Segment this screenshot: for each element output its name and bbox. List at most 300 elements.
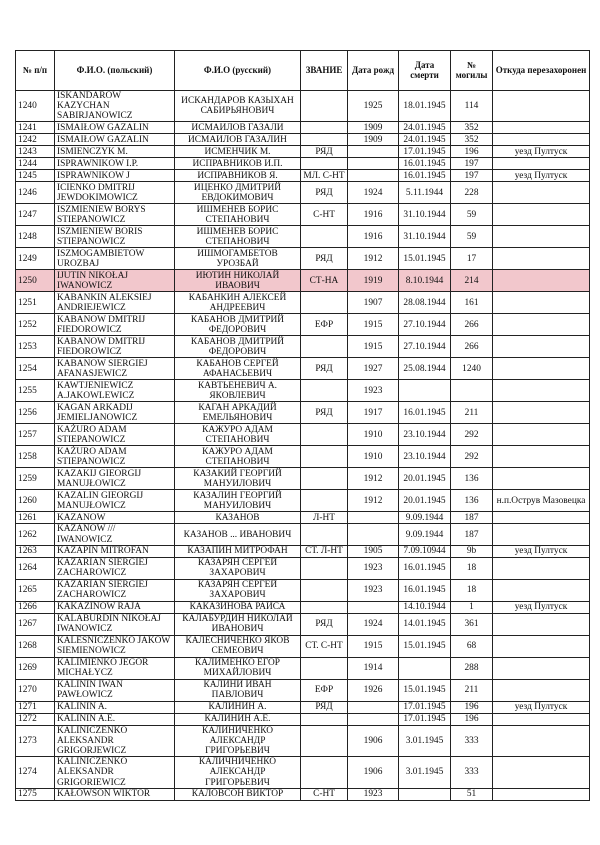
cell-grave-number: 187 bbox=[451, 512, 493, 524]
cell-reburied-from bbox=[493, 788, 590, 800]
cell-number: 1265 bbox=[16, 579, 55, 601]
cell-reburied-from bbox=[493, 613, 590, 635]
cell-name-polish: KALININ A.E. bbox=[55, 713, 175, 725]
cell-name-polish: KALABURDIN NIKOŁAJ IWANOWICZ bbox=[55, 613, 175, 635]
cell-grave-number: 228 bbox=[451, 182, 493, 204]
table-row bbox=[16, 292, 590, 314]
cell-rank: С-НТ bbox=[301, 788, 348, 800]
cell-rank bbox=[301, 91, 348, 122]
cell-name-polish: ISZMIENIEW BORYS STIEPANOWICZ bbox=[55, 204, 175, 226]
cell-name-russian: ИШМЕНЕВ БОРИС СТЕПАНОВИЧ bbox=[175, 204, 301, 226]
cell-rank: РЯД bbox=[301, 248, 348, 270]
cell-grave-number: 59 bbox=[451, 204, 493, 226]
header-name-polish: Ф.И.О. (польский) bbox=[55, 51, 175, 91]
cell-death-date: 5.11.1944 bbox=[399, 182, 451, 204]
cell-rank bbox=[301, 579, 348, 601]
cell-birth-date: 1915 bbox=[348, 635, 399, 657]
cell-name-polish: KALIMIENKO JEGOR MICHAŁYCZ bbox=[55, 657, 175, 679]
cell-reburied-from bbox=[493, 158, 590, 170]
cell-rank bbox=[301, 158, 348, 170]
cell-name-russian: КАЗАНОВ ... ИВАНОВИЧ bbox=[175, 524, 301, 545]
cell-reburied-from bbox=[493, 679, 590, 701]
cell-rank bbox=[301, 757, 348, 788]
cell-death-date: 3.01.1945 bbox=[399, 757, 451, 788]
cell-rank bbox=[301, 713, 348, 725]
cell-name-polish: KALINICZENKO ALEKSANDR GRIGORIEWICZ bbox=[55, 757, 175, 788]
cell-name-russian: ИШМЕНЕВ БОРИС СТЕПАНОВИЧ bbox=[175, 226, 301, 248]
cell-grave-number: 196 bbox=[451, 713, 493, 725]
cell-death-date: 23.10.1944 bbox=[399, 424, 451, 446]
cell-number: 1251 bbox=[16, 292, 55, 314]
cell-death-date: 24.01.1945 bbox=[399, 122, 451, 134]
cell-reburied-from bbox=[493, 713, 590, 725]
cell-death-date: 16.01.1945 bbox=[399, 170, 451, 182]
cell-reburied-from bbox=[493, 336, 590, 358]
cell-name-russian: КАЛИНИН А.Е. bbox=[175, 713, 301, 725]
cell-name-polish: KALESNICZENKO JAKOW SIEMIENOWICZ bbox=[55, 635, 175, 657]
cell-name-russian: КАБАНОВ ДМИТРИЙ ФЕДОРОВИЧ bbox=[175, 314, 301, 336]
cell-rank bbox=[301, 524, 348, 545]
burial-register-table bbox=[15, 50, 590, 801]
cell-number: 1275 bbox=[16, 788, 55, 800]
cell-birth-date: 1923 bbox=[348, 380, 399, 402]
cell-grave-number: 211 bbox=[451, 679, 493, 701]
cell-number: 1267 bbox=[16, 613, 55, 635]
cell-birth-date: 1916 bbox=[348, 204, 399, 226]
cell-grave-number: 214 bbox=[451, 270, 493, 292]
table-row bbox=[16, 204, 590, 226]
cell-birth-date: 1915 bbox=[348, 314, 399, 336]
cell-birth-date bbox=[348, 158, 399, 170]
table-row bbox=[16, 524, 590, 545]
cell-name-polish: KAŻURO ADAM STIEPANOWICZ bbox=[55, 446, 175, 468]
header-death-date: Дата смерти bbox=[399, 51, 451, 91]
table-row bbox=[16, 613, 590, 635]
cell-name-russian: КАЗАКИЙ ГЕОРГИЙ МАНУИЛОВИЧ bbox=[175, 468, 301, 490]
cell-rank: РЯД bbox=[301, 402, 348, 424]
cell-grave-number: 9b bbox=[451, 545, 493, 557]
header-number: № п/п bbox=[16, 51, 55, 91]
cell-number: 1266 bbox=[16, 601, 55, 613]
cell-birth-date: 1927 bbox=[348, 358, 399, 380]
cell-death-date: 9.09.1944 bbox=[399, 524, 451, 545]
cell-death-date: 3.01.1945 bbox=[399, 725, 451, 756]
cell-birth-date: 1912 bbox=[348, 248, 399, 270]
cell-name-polish: KALININ A. bbox=[55, 701, 175, 713]
cell-grave-number: 361 bbox=[451, 613, 493, 635]
table-row bbox=[16, 512, 590, 524]
cell-birth-date: 1910 bbox=[348, 446, 399, 468]
table-row bbox=[16, 122, 590, 134]
cell-number: 1270 bbox=[16, 679, 55, 701]
table-row bbox=[16, 757, 590, 788]
table-row bbox=[16, 182, 590, 204]
burial-register-sheet bbox=[15, 50, 589, 801]
cell-number: 1256 bbox=[16, 402, 55, 424]
cell-name-polish: KABANOW SIERGIEJ AFANASJEWICZ bbox=[55, 358, 175, 380]
cell-grave-number: 1240 bbox=[451, 358, 493, 380]
cell-reburied-from bbox=[493, 134, 590, 146]
cell-grave-number: 292 bbox=[451, 424, 493, 446]
cell-reburied-from bbox=[493, 182, 590, 204]
cell-name-polish: IJUTIN NIKOŁAJ IWANOWICZ bbox=[55, 270, 175, 292]
cell-reburied-from bbox=[493, 468, 590, 490]
cell-name-russian: ИЦЕНКО ДМИТРИЙ ЕВДОКИМОВИЧ bbox=[175, 182, 301, 204]
cell-birth-date: 1905 bbox=[348, 545, 399, 557]
cell-name-russian: ИСКАНДАРОВ КАЗЫХАН САБИРЬЯНОВИЧ bbox=[175, 91, 301, 122]
cell-death-date: 7.09.10944 bbox=[399, 545, 451, 557]
cell-birth-date: 1923 bbox=[348, 788, 399, 800]
cell-name-polish: ISKANDAROW KAZYCHAN SABIRJANOWICZ bbox=[55, 91, 175, 122]
cell-number: 1245 bbox=[16, 170, 55, 182]
cell-birth-date bbox=[348, 524, 399, 545]
cell-birth-date: 1924 bbox=[348, 182, 399, 204]
cell-number: 1244 bbox=[16, 158, 55, 170]
header-birth-date: Дата рожд bbox=[348, 51, 399, 91]
cell-name-polish: ISZMIENIEW BORIS STIEPANOWICZ bbox=[55, 226, 175, 248]
table-row bbox=[16, 336, 590, 358]
cell-number: 1264 bbox=[16, 557, 55, 579]
cell-rank bbox=[301, 336, 348, 358]
cell-name-polish: KABANKIN ALEKSIEJ ANDRIEJEWICZ bbox=[55, 292, 175, 314]
cell-grave-number: 288 bbox=[451, 657, 493, 679]
cell-birth-date: 1919 bbox=[348, 270, 399, 292]
cell-number: 1246 bbox=[16, 182, 55, 204]
cell-birth-date bbox=[348, 701, 399, 713]
table-row bbox=[16, 490, 590, 512]
cell-rank: МЛ. С-НТ bbox=[301, 170, 348, 182]
cell-grave-number: 136 bbox=[451, 468, 493, 490]
cell-number: 1252 bbox=[16, 314, 55, 336]
cell-reburied-from bbox=[493, 512, 590, 524]
table-row bbox=[16, 134, 590, 146]
cell-reburied-from bbox=[493, 91, 590, 122]
cell-death-date: 15.01.1945 bbox=[399, 635, 451, 657]
cell-name-russian: КАКАЗИНОВА РАИСА bbox=[175, 601, 301, 613]
cell-name-polish: ISPRAWNIKOW I.P. bbox=[55, 158, 175, 170]
cell-name-russian: ИСМАИЛОВ ГАЗАЛИ bbox=[175, 122, 301, 134]
table-row bbox=[16, 446, 590, 468]
cell-name-polish: KAZAPIN MITROFAN bbox=[55, 545, 175, 557]
cell-rank: РЯД bbox=[301, 358, 348, 380]
cell-name-russian: ИСПРАВНИКОВ И.П. bbox=[175, 158, 301, 170]
cell-death-date: 15.01.1945 bbox=[399, 679, 451, 701]
cell-rank: С-НТ bbox=[301, 204, 348, 226]
cell-number: 1241 bbox=[16, 122, 55, 134]
cell-reburied-from bbox=[493, 314, 590, 336]
cell-death-date: 17.01.1945 bbox=[399, 713, 451, 725]
cell-name-russian: КАЛЕСНИЧЕНКО ЯКОВ СЕМЕОВИЧ bbox=[175, 635, 301, 657]
cell-name-polish: KAZANOW bbox=[55, 512, 175, 524]
cell-number: 1254 bbox=[16, 358, 55, 380]
table-body bbox=[16, 91, 590, 801]
table-row bbox=[16, 158, 590, 170]
cell-birth-date: 1912 bbox=[348, 468, 399, 490]
cell-grave-number bbox=[451, 380, 493, 402]
cell-reburied-from bbox=[493, 635, 590, 657]
cell-birth-date: 1914 bbox=[348, 657, 399, 679]
cell-rank: ЕФР bbox=[301, 679, 348, 701]
cell-reburied-from bbox=[493, 725, 590, 756]
cell-reburied-from bbox=[493, 424, 590, 446]
cell-number: 1249 bbox=[16, 248, 55, 270]
table-row bbox=[16, 601, 590, 613]
cell-name-polish: KABANOW DMITRIJ FIEDOROWICZ bbox=[55, 336, 175, 358]
cell-grave-number: 266 bbox=[451, 336, 493, 358]
cell-reburied-from bbox=[493, 270, 590, 292]
cell-rank: РЯД bbox=[301, 701, 348, 713]
cell-number: 1260 bbox=[16, 490, 55, 512]
table-row bbox=[16, 557, 590, 579]
cell-name-polish: KAWTJENIEWICZ A.JAKOWLEWICZ bbox=[55, 380, 175, 402]
cell-name-polish: KAŁOWSON WIKTOR bbox=[55, 788, 175, 800]
cell-death-date: 20.01.1945 bbox=[399, 468, 451, 490]
cell-rank bbox=[301, 468, 348, 490]
cell-reburied-from bbox=[493, 557, 590, 579]
cell-name-russian: КАЛИЧНИЧЕНКО АЛЕКСАНДР ГРИГОРЬЕВИЧ bbox=[175, 757, 301, 788]
cell-death-date: 23.10.1944 bbox=[399, 446, 451, 468]
cell-reburied-from bbox=[493, 402, 590, 424]
cell-reburied-from bbox=[493, 292, 590, 314]
cell-rank: РЯД bbox=[301, 146, 348, 158]
cell-birth-date bbox=[348, 146, 399, 158]
cell-grave-number: 18 bbox=[451, 557, 493, 579]
cell-name-russian: КАЛИНИ ИВАН ПАВЛОВИЧ bbox=[175, 679, 301, 701]
cell-reburied-from bbox=[493, 657, 590, 679]
cell-grave-number: 197 bbox=[451, 158, 493, 170]
cell-birth-date bbox=[348, 512, 399, 524]
cell-name-polish: KAZANOW /// IWANOWICZ bbox=[55, 524, 175, 545]
cell-reburied-from bbox=[493, 248, 590, 270]
cell-grave-number: 114 bbox=[451, 91, 493, 122]
cell-grave-number: 59 bbox=[451, 226, 493, 248]
cell-birth-date: 1912 bbox=[348, 490, 399, 512]
cell-rank: СТ. С-НТ bbox=[301, 635, 348, 657]
cell-number: 1272 bbox=[16, 713, 55, 725]
cell-birth-date bbox=[348, 713, 399, 725]
cell-grave-number: 187 bbox=[451, 524, 493, 545]
cell-number: 1261 bbox=[16, 512, 55, 524]
cell-name-polish: ISMAIŁOW GAZALIN bbox=[55, 134, 175, 146]
cell-reburied-from bbox=[493, 122, 590, 134]
cell-number: 1250 bbox=[16, 270, 55, 292]
cell-birth-date: 1925 bbox=[348, 91, 399, 122]
cell-grave-number: 197 bbox=[451, 170, 493, 182]
cell-reburied-from bbox=[493, 204, 590, 226]
cell-name-russian: КАЗАПИН МИТРОФАН bbox=[175, 545, 301, 557]
cell-birth-date: 1915 bbox=[348, 336, 399, 358]
cell-death-date: 20.01.1945 bbox=[399, 490, 451, 512]
cell-name-polish: KAKAZINOW RAJA bbox=[55, 601, 175, 613]
cell-number: 1247 bbox=[16, 204, 55, 226]
cell-rank bbox=[301, 557, 348, 579]
cell-death-date: 28.08.1944 bbox=[399, 292, 451, 314]
cell-death-date: 18.01.1945 bbox=[399, 91, 451, 122]
table-header-row bbox=[16, 51, 590, 91]
cell-name-russian: КАЛОВСОН ВИКТОР bbox=[175, 788, 301, 800]
cell-birth-date: 1907 bbox=[348, 292, 399, 314]
header-name-russian: Ф.И.О (русский) bbox=[175, 51, 301, 91]
cell-grave-number: 211 bbox=[451, 402, 493, 424]
cell-number: 1262 bbox=[16, 524, 55, 545]
table-row bbox=[16, 424, 590, 446]
cell-rank bbox=[301, 725, 348, 756]
cell-rank: РЯД bbox=[301, 182, 348, 204]
table-row bbox=[16, 402, 590, 424]
cell-number: 1273 bbox=[16, 725, 55, 756]
cell-number: 1274 bbox=[16, 757, 55, 788]
cell-birth-date: 1909 bbox=[348, 122, 399, 134]
cell-number: 1258 bbox=[16, 446, 55, 468]
table-row bbox=[16, 579, 590, 601]
cell-number: 1259 bbox=[16, 468, 55, 490]
table-row bbox=[16, 91, 590, 122]
cell-grave-number: 68 bbox=[451, 635, 493, 657]
cell-name-russian: КАЗАНОВ bbox=[175, 512, 301, 524]
cell-reburied-from: н.п.Острув Мазовецка bbox=[493, 490, 590, 512]
cell-death-date: 25.08.1944 bbox=[399, 358, 451, 380]
table-row bbox=[16, 248, 590, 270]
cell-name-polish: KAZALIN GIEORGIJ MANUJŁOWICZ bbox=[55, 490, 175, 512]
cell-name-russian: ИШМОГАМБЕТОВ УРОЗБАЙ bbox=[175, 248, 301, 270]
cell-birth-date: 1923 bbox=[348, 579, 399, 601]
cell-reburied-from bbox=[493, 226, 590, 248]
cell-name-russian: КАЖУРО АДАМ СТЕПАНОВИЧ bbox=[175, 424, 301, 446]
cell-grave-number: 1 bbox=[451, 601, 493, 613]
cell-rank bbox=[301, 134, 348, 146]
cell-death-date bbox=[399, 788, 451, 800]
table-row bbox=[16, 358, 590, 380]
cell-number: 1271 bbox=[16, 701, 55, 713]
cell-birth-date: 1917 bbox=[348, 402, 399, 424]
cell-rank: СТ. Л-НТ bbox=[301, 545, 348, 557]
cell-death-date bbox=[399, 380, 451, 402]
cell-death-date: 9.09.1944 bbox=[399, 512, 451, 524]
cell-name-russian: КАБАНОВ ДМИТРИЙ ФЕДОРОВИЧ bbox=[175, 336, 301, 358]
table-row bbox=[16, 788, 590, 800]
cell-rank bbox=[301, 446, 348, 468]
cell-number: 1268 bbox=[16, 635, 55, 657]
cell-death-date bbox=[399, 657, 451, 679]
cell-grave-number: 51 bbox=[451, 788, 493, 800]
cell-birth-date: 1923 bbox=[348, 557, 399, 579]
cell-name-polish: KAZARIAN SIERGIEJ ZACHAROWICZ bbox=[55, 557, 175, 579]
cell-birth-date: 1906 bbox=[348, 757, 399, 788]
cell-grave-number: 352 bbox=[451, 122, 493, 134]
cell-grave-number: 266 bbox=[451, 314, 493, 336]
cell-name-polish: KAŻURO ADAM STIEPANOWICZ bbox=[55, 424, 175, 446]
table-row bbox=[16, 701, 590, 713]
cell-name-polish: ISZMOGAMBIETOW UROZBAJ bbox=[55, 248, 175, 270]
cell-name-polish: ICIENKO DMITRIJ JEWDOKIMOWICZ bbox=[55, 182, 175, 204]
cell-death-date: 8.10.1944 bbox=[399, 270, 451, 292]
cell-grave-number: 196 bbox=[451, 146, 493, 158]
cell-name-polish: KAZARIAN SIERGIEJ ZACHAROWICZ bbox=[55, 579, 175, 601]
cell-death-date: 15.01.1945 bbox=[399, 248, 451, 270]
cell-death-date: 16.01.1945 bbox=[399, 158, 451, 170]
cell-number: 1253 bbox=[16, 336, 55, 358]
cell-grave-number: 333 bbox=[451, 757, 493, 788]
cell-name-russian: КАБАНОВ СЕРГЕЙ АФАНАСЬЕВИЧ bbox=[175, 358, 301, 380]
cell-name-polish: KALININ IWAN PAWŁOWICZ bbox=[55, 679, 175, 701]
cell-rank bbox=[301, 122, 348, 134]
table-row bbox=[16, 713, 590, 725]
cell-name-polish: ISMAIŁOW GAZALIN bbox=[55, 122, 175, 134]
cell-name-russian: ИСМАИЛОВ ГАЗАЛИН bbox=[175, 134, 301, 146]
cell-birth-date bbox=[348, 601, 399, 613]
cell-number: 1257 bbox=[16, 424, 55, 446]
cell-name-russian: КАЛАБУРДИН НИКОЛАЙ ИВАНОВИЧ bbox=[175, 613, 301, 635]
cell-number: 1240 bbox=[16, 91, 55, 122]
cell-name-polish: KAGAN ARKADIJ JEMIELJANOWICZ bbox=[55, 402, 175, 424]
table-row bbox=[16, 314, 590, 336]
cell-reburied-from bbox=[493, 380, 590, 402]
header-rank: ЗВАНИЕ bbox=[301, 51, 348, 91]
cell-number: 1255 bbox=[16, 380, 55, 402]
cell-death-date: 17.01.1945 bbox=[399, 146, 451, 158]
cell-grave-number: 333 bbox=[451, 725, 493, 756]
cell-number: 1248 bbox=[16, 226, 55, 248]
cell-number: 1243 bbox=[16, 146, 55, 158]
cell-name-russian: КАГАН АРКАДИЙ ЕМЕЛЬЯНОВИЧ bbox=[175, 402, 301, 424]
table-row bbox=[16, 226, 590, 248]
cell-death-date: 16.01.1945 bbox=[399, 402, 451, 424]
cell-name-russian: КАЖУРО АДАМ СТЕПАНОВИЧ bbox=[175, 446, 301, 468]
cell-name-russian: ИЮТИН НИКОЛАЙ ИВАОВИЧ bbox=[175, 270, 301, 292]
cell-birth-date: 1906 bbox=[348, 725, 399, 756]
table-row bbox=[16, 468, 590, 490]
cell-rank bbox=[301, 226, 348, 248]
cell-name-russian: ИСМЕНЧИК М. bbox=[175, 146, 301, 158]
cell-death-date: 27.10.1944 bbox=[399, 314, 451, 336]
cell-reburied-from bbox=[493, 757, 590, 788]
cell-rank bbox=[301, 380, 348, 402]
cell-name-russian: КАЗАРЯН СЕРГЕЙ ЗАХАРОВИЧ bbox=[175, 557, 301, 579]
cell-grave-number: 161 bbox=[451, 292, 493, 314]
cell-name-polish: KALINICZENKO ALEKSANDR GRIGORJEWICZ bbox=[55, 725, 175, 756]
cell-name-russian: ИСПРАВНИКОВ Я. bbox=[175, 170, 301, 182]
cell-name-polish: KAZAKIJ GIEORGIJ MANUJŁOWICZ bbox=[55, 468, 175, 490]
cell-grave-number: 292 bbox=[451, 446, 493, 468]
cell-number: 1263 bbox=[16, 545, 55, 557]
cell-rank bbox=[301, 601, 348, 613]
cell-number: 1269 bbox=[16, 657, 55, 679]
cell-reburied-from: уезд Пултуск bbox=[493, 146, 590, 158]
table-row bbox=[16, 146, 590, 158]
cell-reburied-from bbox=[493, 579, 590, 601]
cell-name-russian: КАЛИНИЧЕНКО АЛЕКСАНДР ГРИГОРЬЕВИЧ bbox=[175, 725, 301, 756]
cell-reburied-from bbox=[493, 358, 590, 380]
cell-death-date: 31.10.1944 bbox=[399, 226, 451, 248]
cell-rank bbox=[301, 657, 348, 679]
cell-reburied-from bbox=[493, 446, 590, 468]
cell-rank bbox=[301, 490, 348, 512]
cell-name-russian: КАЗАЛИН ГЕОРГИЙ МАНУИЛОВИЧ bbox=[175, 490, 301, 512]
header-reburied-from: Откуда перезахоронен bbox=[493, 51, 590, 91]
cell-name-russian: КАЗАРЯН СЕРГЕЙ ЗАХАРОВИЧ bbox=[175, 579, 301, 601]
cell-rank bbox=[301, 292, 348, 314]
cell-rank: Л-НТ bbox=[301, 512, 348, 524]
cell-number: 1242 bbox=[16, 134, 55, 146]
cell-birth-date: 1924 bbox=[348, 613, 399, 635]
cell-reburied-from: уезд Пултуск bbox=[493, 601, 590, 613]
cell-birth-date: 1910 bbox=[348, 424, 399, 446]
table-row bbox=[16, 170, 590, 182]
cell-death-date: 31.10.1944 bbox=[399, 204, 451, 226]
cell-name-polish: KABANOW DMITRIJ FIEDOROWICZ bbox=[55, 314, 175, 336]
cell-name-russian: КАБАНКИН АЛЕКСЕЙ АНДРЕЕВИЧ bbox=[175, 292, 301, 314]
cell-birth-date: 1909 bbox=[348, 134, 399, 146]
